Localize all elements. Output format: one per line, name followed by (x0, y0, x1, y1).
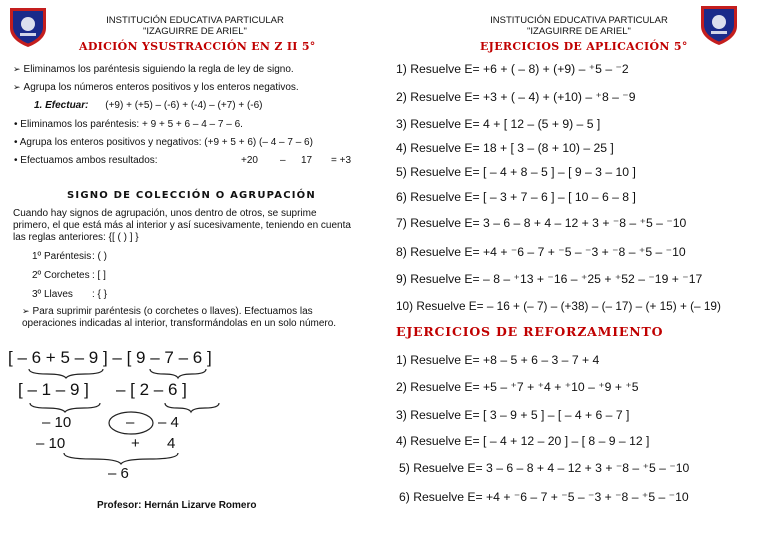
school-header (454, 15, 704, 37)
brace-icon (27, 368, 107, 378)
rule-item: ➢ Eliminamos los paréntesis siguiendo la regla de ley de signo. (13, 64, 294, 75)
step-text: • Eliminamos los paréntesis: + 9 + 5 + 6 – 4 – 7 – 6. (14, 119, 243, 130)
step-text: • Agrupa los enteros positivos y negativos: (+9 + 5 + 6) (– 4 – 7 – 6) (14, 137, 313, 148)
reinforcement-item: 5) Resuelve E= 3 – 6 – 8 + 4 – 12 + 3 + ⁻8 – ⁺5 – ⁻10 (399, 461, 690, 475)
school-shield-icon (8, 6, 48, 48)
worked-line-3: – 4 (158, 414, 179, 431)
reinforcement-item: 3) Resuelve E= [ 3 – 9 + 5 ] – [ – 4 + 6 – 7 ] (396, 408, 630, 422)
result-value: 17 (301, 155, 313, 166)
page-title: ADICIÓN YSUSTRACCIÓN EN Z II 5° (79, 40, 316, 53)
triangle-bullet-icon: ➢ (13, 64, 21, 74)
step-text: • Efectuamos ambos resultados: (14, 155, 158, 166)
worked-line-2: [ – 1 – 9 ] (18, 380, 89, 399)
intro-paragraph: Cuando hay signos de agrupación, unos dentro de otros, se suprime primero, el que está más al interior y así sucesivamente, teniendo en cuenta las reglas anteriores: {[ ( ) ] } (13, 208, 351, 243)
worked-line-4: – 10 (36, 435, 66, 452)
school-subtitle: "IZAGUIRRE DE ARIEL" (143, 26, 247, 37)
exercise-item: 7) Resuelve E= 3 – 6 – 8 + 4 – 12 + 3 + ⁻8 – ⁺5 – ⁻10 (396, 216, 687, 230)
reinforcement-item: 2) Resuelve E= +5 – ⁺7 + ⁺4 + ⁺10 – ⁺9 + ⁺5 (396, 380, 639, 394)
exercise-item: 4) Resuelve E= 18 + [ 3 – (8 + 10) – 25 ] (396, 141, 614, 155)
rule-item: ➢ Agrupa los números enteros positivos y los enteros negativos. (13, 82, 299, 93)
worked-line-3: – 10 (42, 414, 72, 431)
brace-icon (148, 368, 210, 378)
example-line (34, 100, 263, 111)
worked-line-3: – (126, 414, 135, 431)
triangle-bullet-icon: ➢ (22, 306, 30, 316)
example-label: 1. Efectuar: (34, 100, 89, 111)
school-shield-icon (699, 4, 739, 46)
worked-line-5: – 6 (108, 465, 129, 482)
suppress-paragraph: ➢ Para suprimir paréntesis (o corchetes o llaves). Efectuamos las operaciones indicadas al interior, transformándolas en un solo número. (22, 306, 337, 329)
sign-item: 3º Llaves : { } (32, 289, 108, 300)
reinforcement-item: 1) Resuelve E= +8 – 5 + 6 – 3 – 7 + 4 (396, 353, 600, 367)
teacher-name: Profesor: Hernán Lizarve Romero (97, 500, 257, 511)
school-name: INSTITUCIÓN EDUCATIVA PARTICULAR (490, 15, 668, 26)
result-value: – (280, 155, 286, 166)
worked-line-4: 4 (167, 435, 176, 452)
page-title: EJERCICIOS DE APLICACIÓN 5° (480, 40, 688, 53)
right-page (384, 0, 768, 543)
brace-icon (28, 402, 104, 412)
brace-icon (62, 452, 182, 464)
result-value: +20 (241, 155, 258, 166)
school-subtitle: "IZAGUIRRE DE ARIEL" (527, 26, 631, 37)
sign-item: 1º Paréntesis: ( ) (32, 251, 107, 262)
result-value: = +3 (331, 155, 352, 166)
school-name: INSTITUCIÓN EDUCATIVA PARTICULAR (106, 15, 284, 26)
exercise-item: 8) Resuelve E= +4 + ⁻6 – 7 + ⁻5 – ⁻3 + ⁻8 – ⁺5 – ⁻10 (396, 245, 686, 259)
worked-line-4: + (131, 435, 140, 452)
worked-line-1: [ – 6 + 5 – 9 ] – [ 9 – 7 – 6 ] (8, 348, 212, 367)
sign-item: 2º Corchetes : [ ] (32, 270, 106, 281)
worked-line-2: – [ 2 – 6 ] (116, 380, 187, 399)
section-title: SIGNO DE COLECCIÓN O AGRUPACIÓN (67, 190, 316, 201)
exercise-item: 9) Resuelve E= – 8 – ⁺13 + ⁻16 – ⁺25 + ⁺52 – ⁻19 + ⁻17 (396, 272, 703, 286)
example-expression: (+9) + (+5) – (-6) + (-4) – (+7) + (-6) (105, 100, 263, 111)
exercise-item: 1) Resuelve E= +6 + ( – 8) + (+9) – ⁺5 – ⁻2 (396, 62, 629, 76)
exercise-item: 10) Resuelve E= – 16 + (– 7) – (+38) – (– 17) – (+ 15) + (– 19) (396, 299, 721, 313)
reinforcement-item: 4) Resuelve E= [ – 4 + 12 – 20 ] – [ 8 – 9 – 12 ] (396, 434, 650, 448)
brace-icon (163, 402, 223, 412)
reinforcement-title: EJERCICIOS DE REFORZAMIENTO (396, 324, 664, 339)
exercise-item: 5) Resuelve E= [ – 4 + 8 – 5 ] – [ 9 – 3 – 10 ] (396, 165, 636, 179)
exercise-item: 2) Resuelve E= +3 + ( – 4) + (+10) – ⁺8 – ⁻9 (396, 90, 636, 104)
triangle-bullet-icon: ➢ (13, 82, 21, 92)
school-header (70, 15, 320, 37)
exercise-item: 6) Resuelve E= [ – 3 + 7 – 6 ] – [ 10 – 6 – 8 ] (396, 190, 636, 204)
exercise-item: 3) Resuelve E= 4 + [ 12 – (5 + 9) – 5 ] (396, 117, 601, 131)
reinforcement-item: 6) Resuelve E= +4 + ⁻6 – 7 + ⁻5 – ⁻3 + ⁻8 – ⁺5 – ⁻10 (399, 490, 689, 504)
